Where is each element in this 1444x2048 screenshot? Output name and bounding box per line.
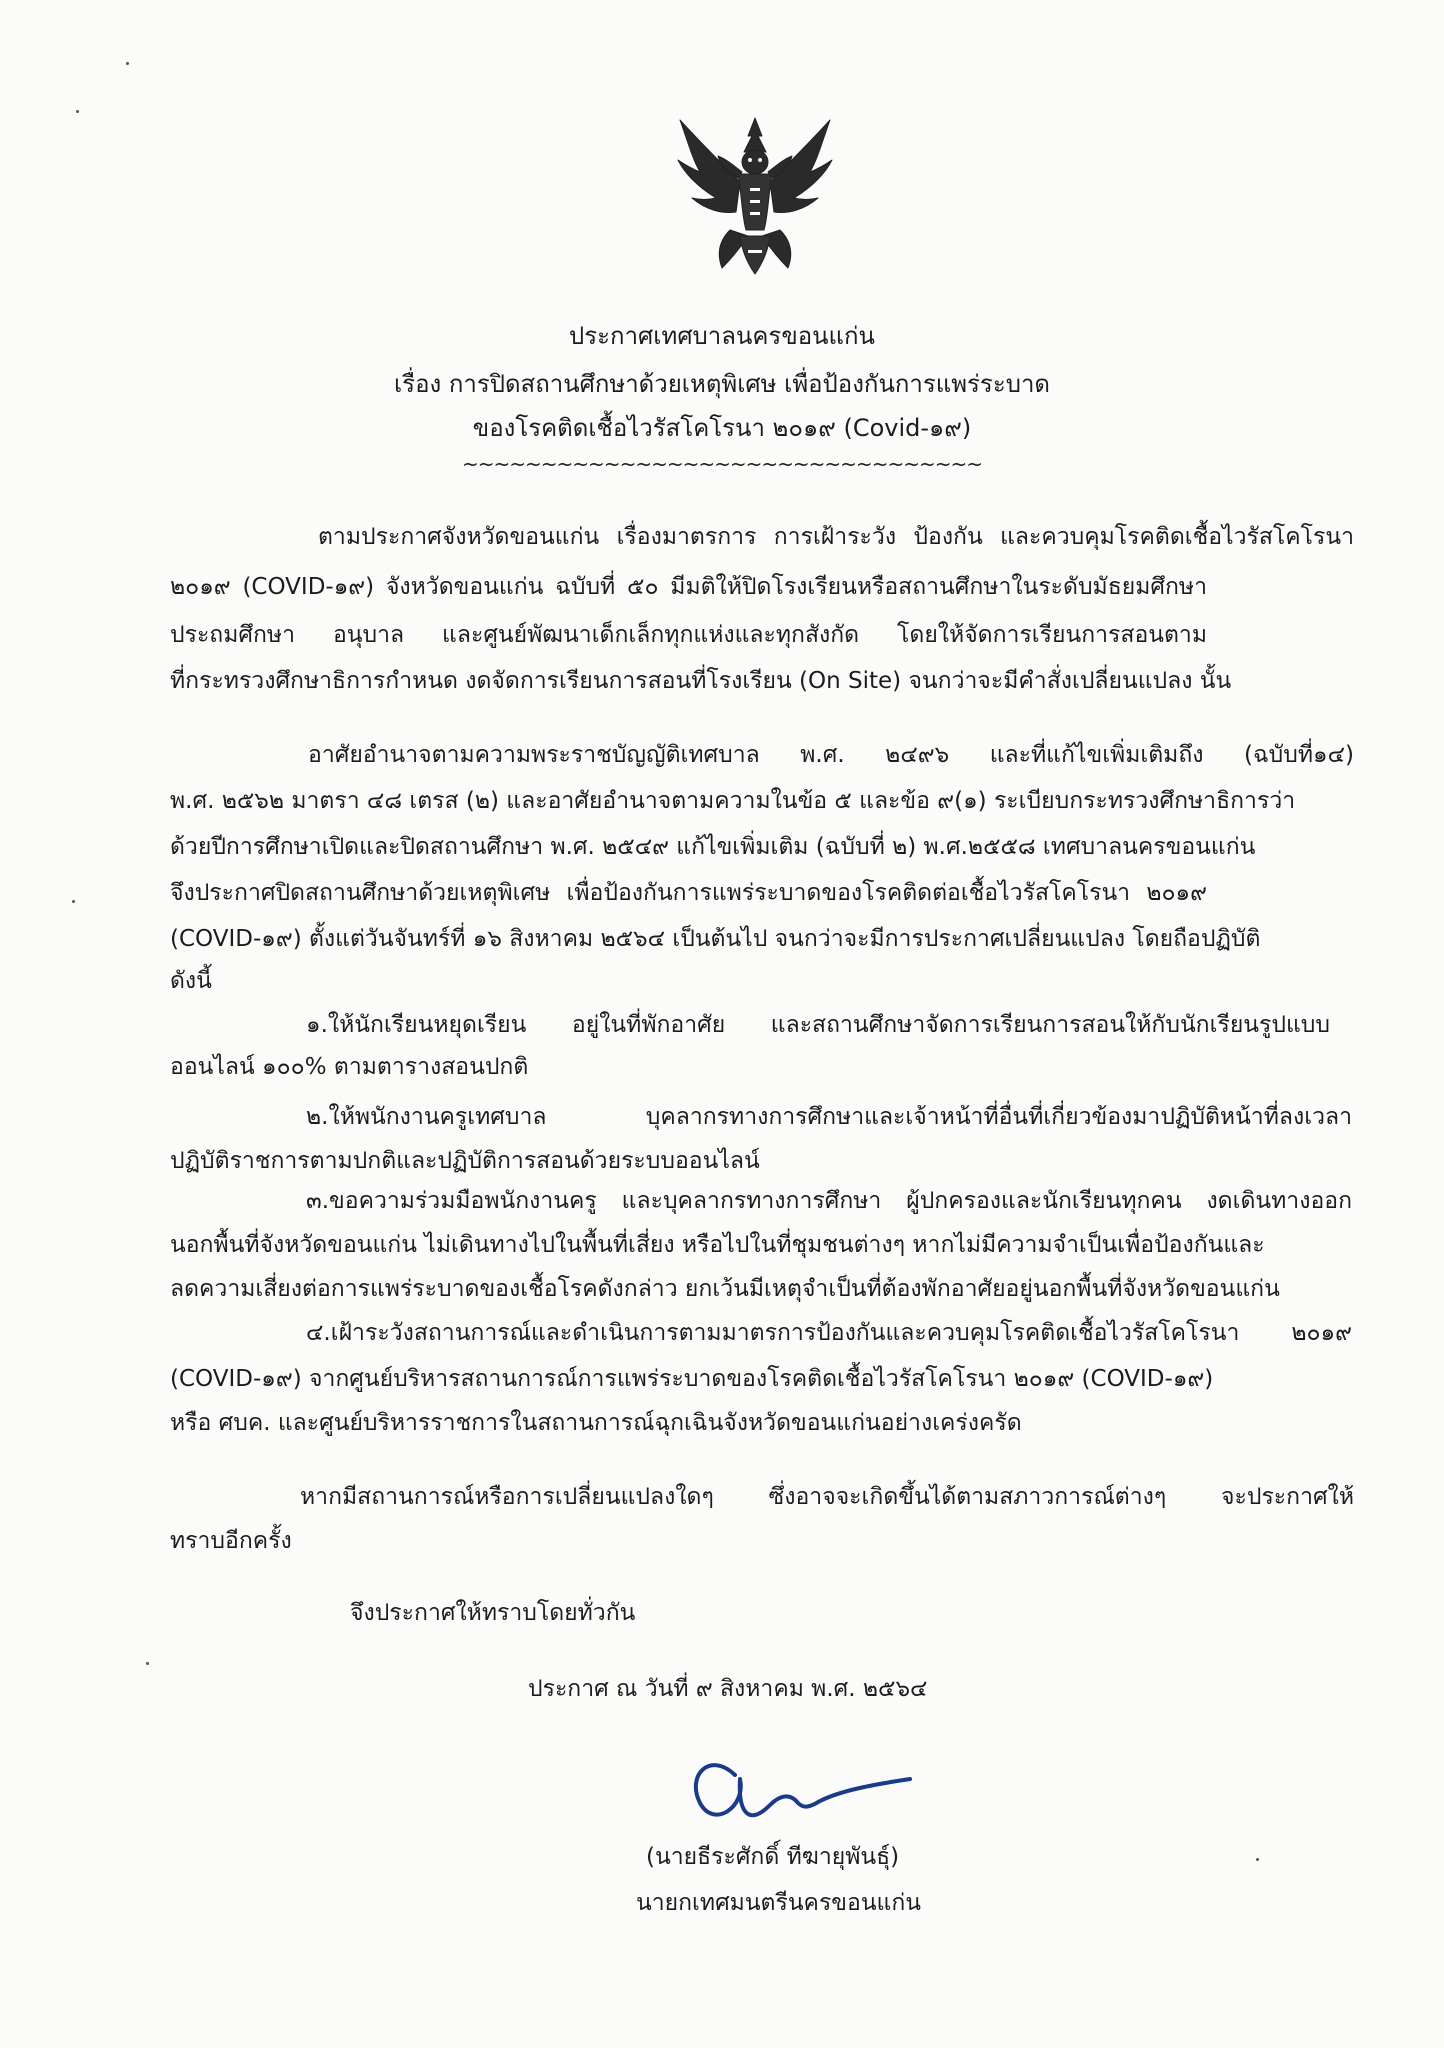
paper-speck xyxy=(1256,1858,1259,1861)
paragraph-line: ที่กระทรวงศึกษาธิการกำหนด งดจัดการเรียนการสอนที่โรงเรียน (On Site) จนกว่าจะมีคำสั่งเปลี่ยนแปลง นั้น xyxy=(170,668,1232,694)
paragraph-line: ประถมศึกษา อนุบาล และศูนย์พัฒนาเด็กเล็กทุกแห่งและทุกสังกัด โดยให้จัดการเรียนการสอนตาม xyxy=(170,622,1207,648)
paragraph-line: ด้วยปีการศึกษาเปิดและปิดสถานศึกษา พ.ศ. ๒๕๔๙ แก้ไขเพิ่มเติม (ฉบับที่ ๒) พ.ศ.๒๕๕๘ เทศบาลนครขอนแก่น xyxy=(170,834,1256,860)
list-item-line: ลดความเสี่ยงต่อการแพร่ระบาดของเชื้อโรคดังกล่าว ยกเว้นมีเหตุจำเป็นที่ต้องพักอาศัยอยู่นอกพื้นที่จังหวัดขอนแก่น xyxy=(170,1276,1280,1302)
announcement-date: ประกาศ ณ วันที่ ๙ สิงหาคม พ.ศ. ๒๕๖๔ xyxy=(528,1676,928,1702)
list-item-line: ๑.ให้นักเรียนหยุดเรียน อยู่ในที่พักอาศัย และสถานศึกษาจัดการเรียนการสอนให้กับนักเรียนรูปแบบ xyxy=(306,1012,1330,1038)
paragraph-line: ทราบอีกครั้ง xyxy=(170,1528,292,1554)
paragraph-line: ตามประกาศจังหวัดขอนแก่น เรื่องมาตรการ การเฝ้าระวัง ป้องกัน และควบคุมโรคติดเชื้อไวรัสโคโรนา xyxy=(318,524,1354,550)
paragraph-line: หากมีสถานการณ์หรือการเปลี่ยนแปลงใดๆ ซึ่งอาจจะเกิดขึ้นได้ตามสภาวการณ์ต่างๆ จะประกาศให้ xyxy=(300,1484,1354,1510)
paper-speck xyxy=(126,62,129,65)
signatory-title: นายกเทศมนตรีนครขอนแก่น xyxy=(636,1890,922,1916)
list-item-line: หรือ ศบค. และศูนย์บริหารราชการในสถานการณ์ฉุกเฉินจังหวัดขอนแก่นอย่างเคร่งครัด xyxy=(170,1410,1022,1436)
list-item-line: ออนไลน์ ๑๐๐% ตามตารางสอนปกติ xyxy=(170,1054,529,1080)
closing-statement: จึงประกาศให้ทราบโดยทั่วกัน xyxy=(350,1600,636,1626)
paragraph-line: อาศัยอำนาจตามความพระราชบัญญัติเทศบาล พ.ศ. ๒๔๙๖ และที่แก้ไขเพิ่มเติมถึง (ฉบับที่๑๔) xyxy=(308,742,1354,768)
paragraph-line: พ.ศ. ๒๕๖๒ มาตรา ๔๘ เตรส (๒) และอาศัยอำนาจตามความในข้อ ๕ และข้อ ๙(๑) ระเบียบกระทรวงศึกษาธิการว่า xyxy=(170,788,1296,814)
paragraph-line: ดังนี้ xyxy=(170,968,212,994)
divider: ~~~~~~~~~~~~~~~~~~~~~~~~~~~~~~~~~ xyxy=(461,452,982,476)
paragraph-line: จึงประกาศปิดสถานศึกษาด้วยเหตุพิเศษ เพื่อป้องกันการแพร่ระบาดของโรคติดต่อเชื้อไวรัสโคโรนา ๒๐๑๙ xyxy=(170,880,1207,906)
list-item-line: ปฏิบัติราชการตามปกติและปฏิบัติการสอนด้วยระบบออนไลน์ xyxy=(170,1148,760,1174)
list-item-line: นอกพื้นที่จังหวัดขอนแก่น ไม่เดินทางไปในพื้นที่เสี่ยง หรือไปในที่ชุมชนต่างๆ หากไม่มีความจำเป็นเพื่อป้องกันและ xyxy=(170,1232,1265,1258)
garuda-emblem-icon xyxy=(670,112,840,280)
announcement-subject: เรื่อง การปิดสถานศึกษาด้วยเหตุพิเศษ เพื่อป้องกันการแพร่ระบาด xyxy=(393,370,1051,398)
list-item-line: ๓.ขอความร่วมมือพนักงานครู และบุคลากรทางการศึกษา ผู้ปกครองและนักเรียนทุกคน งดเดินทางออก xyxy=(306,1188,1352,1214)
announcement-org: ประกาศเทศบาลนครขอนแก่น xyxy=(569,322,875,350)
paragraph-line: ๒๐๑๙ (COVID-๑๙) จังหวัดขอนแก่น ฉบับที่ ๕๐ มีมติให้ปิดโรงเรียนหรือสถานศึกษาในระดับมัธยมศึกษา xyxy=(170,574,1207,600)
list-item-line: (COVID-๑๙) จากศูนย์บริหารสถานการณ์การแพร่ระบาดของโรคติดเชื้อไวรัสโคโรนา ๒๐๑๙ (COVID-๑๙) xyxy=(170,1366,1214,1392)
paper-speck xyxy=(146,1662,149,1665)
signatory-name: (นายธีระศักดิ์ ทีฆายุพันธุ์) xyxy=(646,1844,900,1870)
paper-speck xyxy=(72,900,75,903)
announcement-subject-cont: ของโรคติดเชื้อไวรัสโคโรนา ๒๐๑๙ (Covid-๑๙) xyxy=(472,414,972,442)
list-item-line: ๒.ให้พนักงานครูเทศบาล บุคลากรทางการศึกษาและเจ้าหน้าที่อื่นที่เกี่ยวข้องมาปฏิบัติหน้าที่ลงเวลา xyxy=(306,1104,1352,1130)
signature-icon xyxy=(680,1745,920,1840)
list-item-line: ๔.เฝ้าระวังสถานการณ์และดำเนินการตามมาตรการป้องกันและควบคุมโรคติดเชื้อไวรัสโคโรนา ๒๐๑๙ xyxy=(306,1320,1352,1346)
paper-speck xyxy=(76,110,79,113)
paragraph-line: (COVID-๑๙) ตั้งแต่วันจันทร์ที่ ๑๖ สิงหาคม ๒๕๖๔ เป็นต้นไป จนกว่าจะมีการประกาศเปลี่ยนแปลง โดยถือปฏิบัติ xyxy=(170,926,1261,952)
